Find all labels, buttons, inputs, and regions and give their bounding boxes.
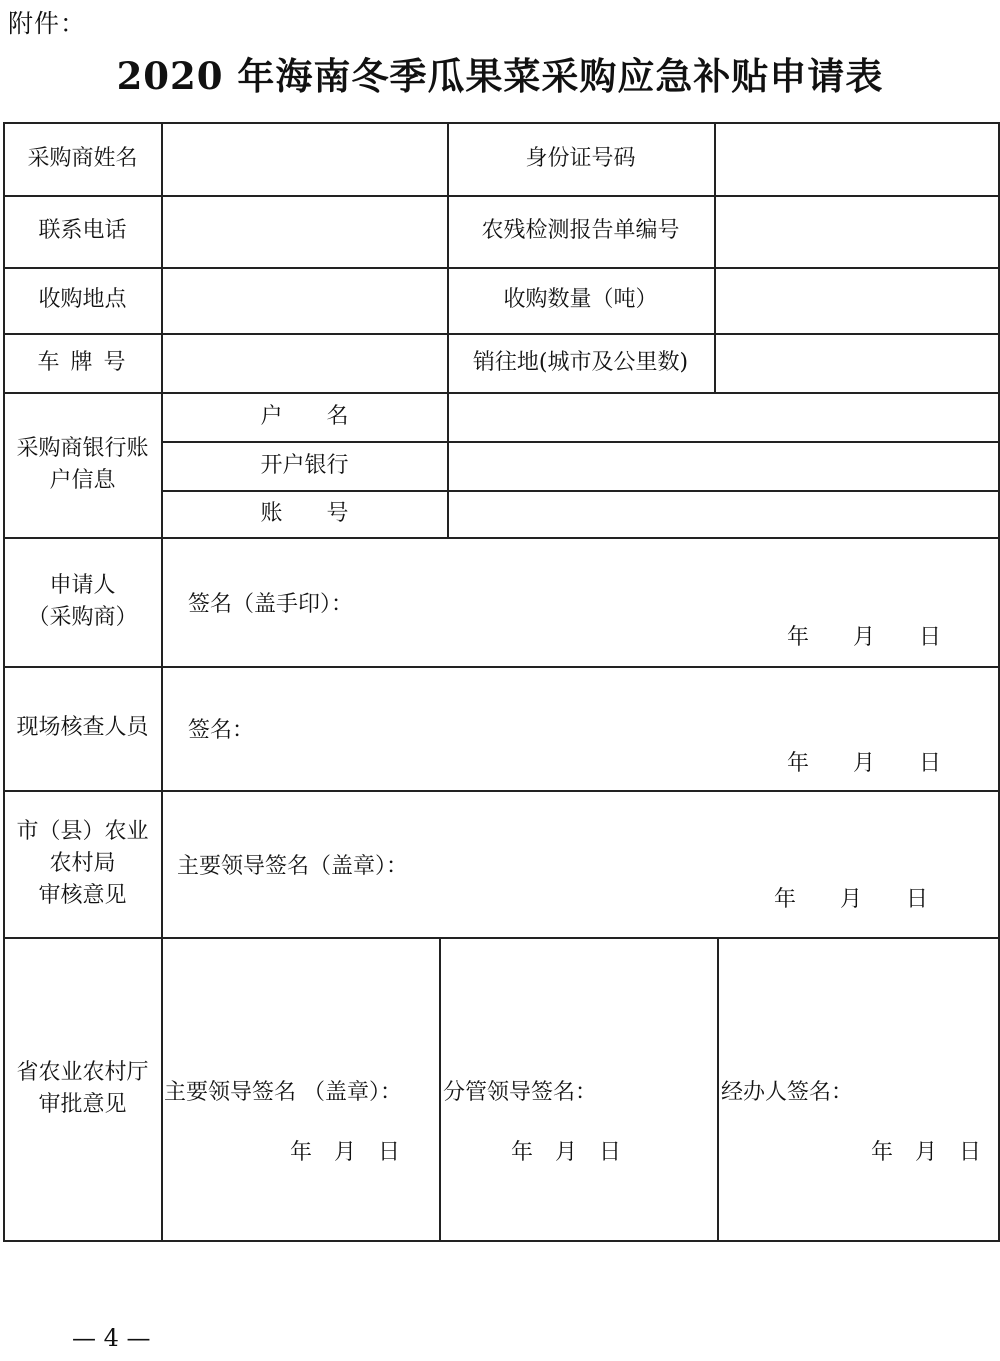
bank-info-label-line2: 户信息: [49, 467, 116, 493]
province-leader-date-label: 年 月 日: [290, 1140, 401, 1165]
inspector-signature-label: 签名：: [188, 718, 255, 743]
county-review-label-line2: 农村局: [49, 850, 116, 876]
province-leader-signature-label: 主要领导签名 （盖章）：: [164, 1080, 402, 1105]
phone-label: 联系电话: [38, 218, 127, 243]
province-deputy-date-label: 年 月 日: [511, 1140, 622, 1165]
county-review-label: [3, 790, 162, 937]
application-form-table: [3, 122, 1000, 1242]
applicant-label: [3, 537, 162, 666]
pesticide-report-label: 农残检测报告单编号: [481, 218, 680, 243]
applicant-signature-label: 签名（盖手印）：: [188, 592, 354, 617]
buyer-name-field[interactable]: [162, 122, 447, 195]
province-approval-label-line1: 省农业农村厅: [16, 1059, 149, 1085]
province-approval-label-line2: 审批意见: [38, 1091, 127, 1117]
bank-info-label: [3, 392, 162, 537]
county-date-label: 年 月 日: [774, 887, 929, 912]
form-title: 2020 年海南冬季瓜果菜采购应急补贴申请表: [116, 54, 884, 98]
account-name-label: 户 名: [260, 403, 349, 429]
attachment-label: 附件：: [8, 9, 87, 38]
plate-number-label: 车 牌 号: [37, 349, 128, 375]
table-border-bottom: [3, 1240, 1000, 1242]
bank-name-label: 开户银行: [260, 452, 349, 478]
province-handler-signature-label: 经办人签名：: [721, 1080, 854, 1105]
page-number: — 4 —: [72, 1324, 151, 1352]
applicant-date-label: 年 月 日: [787, 625, 942, 650]
destination-label: 销往地(城市及公里数): [472, 349, 689, 375]
applicant-label-line2: （采购商）: [27, 604, 138, 630]
pesticide-report-field[interactable]: [714, 195, 998, 267]
applicant-label-line1: 申请人: [49, 572, 116, 598]
id-number-label: 身份证号码: [525, 145, 636, 171]
destination-field[interactable]: [714, 333, 998, 392]
province-approval-label: [3, 937, 162, 1240]
purchase-quantity-label: 收购数量（吨）: [503, 287, 658, 312]
county-signature-label: 主要领导签名（盖章）：: [177, 854, 409, 879]
plate-number-field[interactable]: [162, 333, 447, 392]
bank-info-label-line1: 采购商银行账: [16, 435, 149, 461]
table-border-right: [998, 122, 1000, 1242]
purchase-location-field[interactable]: [162, 267, 447, 333]
county-review-label-line3: 审核意见: [38, 882, 127, 908]
inspector-label: 现场核查人员: [16, 715, 149, 740]
purchase-location-label: 收购地点: [38, 287, 127, 312]
buyer-name-label: 采购商姓名: [27, 145, 138, 171]
account-name-field[interactable]: [447, 392, 998, 441]
purchase-quantity-field[interactable]: [714, 267, 998, 333]
county-review-label-line1: 市（县）农业: [16, 818, 149, 844]
inspector-date-label: 年 月 日: [787, 751, 942, 776]
province-handler-date-label: 年 月 日: [871, 1140, 982, 1165]
phone-field[interactable]: [162, 195, 447, 267]
province-deputy-signature-label: 分管领导签名：: [443, 1080, 598, 1105]
account-number-label: 账 号: [260, 500, 349, 526]
bank-name-field[interactable]: [447, 441, 998, 490]
account-number-field[interactable]: [447, 490, 998, 537]
id-number-field[interactable]: [714, 122, 998, 195]
